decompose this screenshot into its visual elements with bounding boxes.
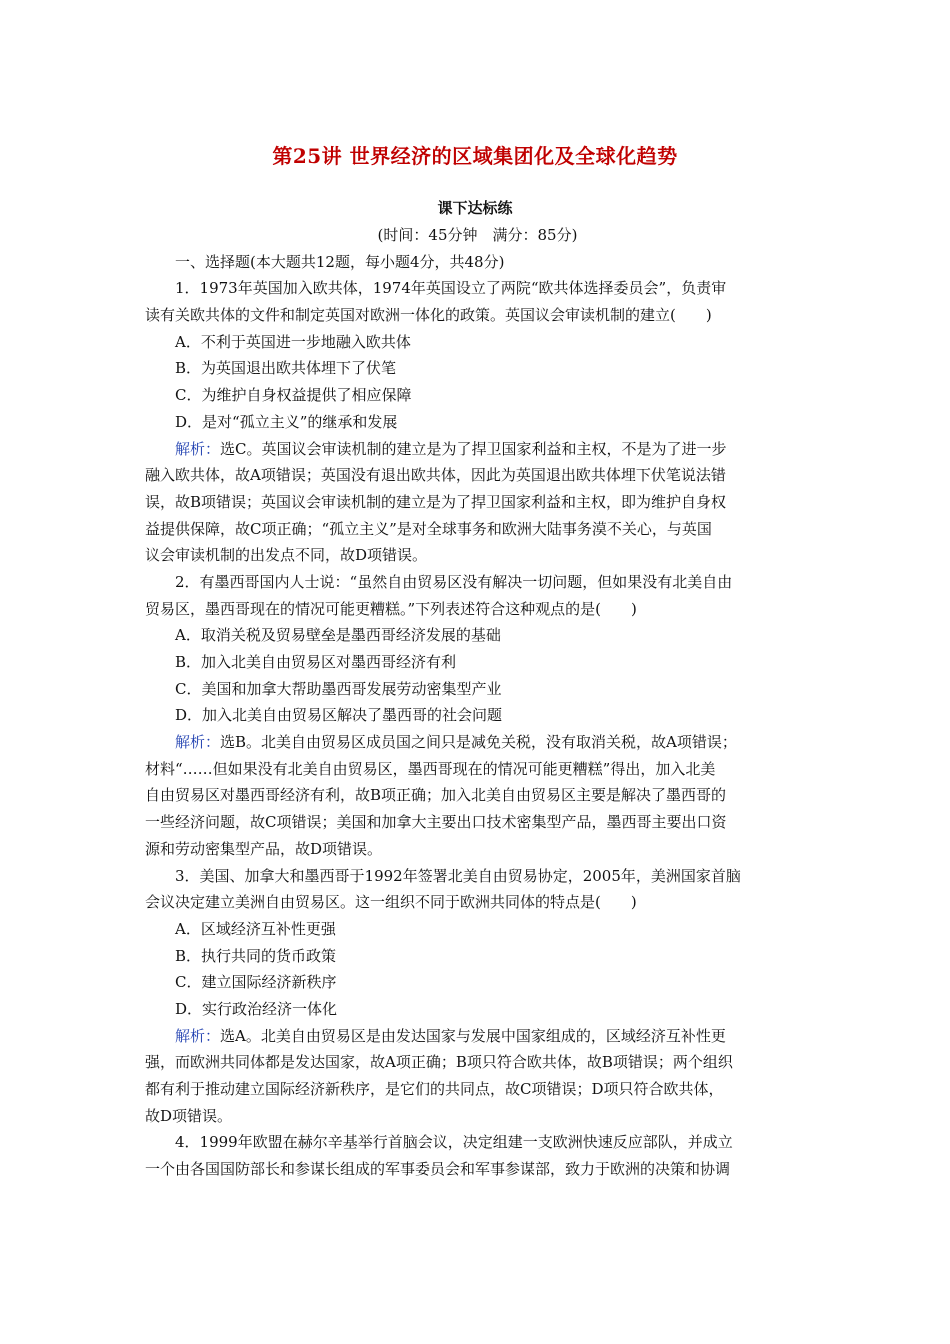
question-stem-line: 会议决定建立美洲自由贸易区。这一组织不同于欧洲共同体的特点是( ) [145,893,637,912]
question-2 [145,569,810,863]
option-c: C．建立国际经济新秩序 [175,973,337,992]
analysis-label: 解析： [175,439,221,458]
analysis-line: 议会审读机制的出发点不同，故D项错误。 [145,546,428,565]
analysis-line: 故D项错误。 [145,1106,233,1125]
question-stem-line: 3．美国、加拿大和墨西哥于1992年签署北美自由贸易协定，2005年，美洲国家首脑 [175,866,741,885]
option-b: B．加入北美自由贸易区对墨西哥经济有利 [175,653,457,671]
analysis-line: 材料“……但如果没有北美自由贸易区，墨西哥现在的情况可能更糟糕”得出，加入北美 [145,759,716,778]
document-body [145,222,810,1183]
option-a: A．区域经济互补性更强 [175,919,336,938]
section-heading: 一、选择题(本大题共12题，每小题4分，共48分) [175,252,505,271]
analysis-text: 选B。北美自由贸易区成员国之间只是减免关税，没有取消关税，故A项错误； [220,733,737,752]
option-d: D．是对“孤立主义”的继承和发展 [175,412,398,431]
analysis-first-line [145,436,810,463]
analysis-line: 融入欧共体，故A项错误；英国没有退出欧共体，因此为英国退出欧共体埋下伏笔说法错 [145,466,726,485]
question-stem-line: 一个由各国国防部长和参谋长组成的军事委员会和军事参谋部，致力于欧洲的决策和协调 [145,1160,731,1179]
option-c: C．美国和加拿大帮助墨西哥发展劳动密集型产业 [175,679,502,698]
question-stem-line: 4．1999年欧盟在赫尔辛基举行首脑会议，决定组建一支欧洲快速反应部队，并成立 [175,1133,733,1152]
analysis-line: 自由贸易区对墨西哥经济有利，故B项正确；加入北美自由贸易区主要是解决了墨西哥的 [145,786,727,805]
option-b: B．执行共同的货币政策 [175,946,337,965]
analysis-label: 解析： [175,1026,221,1045]
analysis-line: 一些经济问题，故C项错误；美国和加拿大主要出口技术密集型产品，墨西哥主要出口资 [145,813,727,832]
analysis-line: 都有利于推动建立国际经济新秩序，是它们的共同点，故C项错误；D项只符合欧共体， [145,1080,724,1098]
question-stem-line: 贸易区，墨西哥现在的情况可能更糟糕。”下列表述符合这种观点的是( ) [145,599,637,618]
question-3 [145,863,810,1130]
question-stem-line: 读有关欧共体的文件和制定英国对欧洲一体化的政策。英国议会审读机制的建立( ) [145,306,712,325]
option-b: B．为英国退出欧共体埋下了伏笔 [175,359,397,378]
question-stem-line: 1．1973年英国加入欧共体，1974年英国设立了两院“欧共体选择委员会”，负责审 [175,279,727,298]
option-c: C．为维护自身权益提供了相应保障 [175,386,412,405]
analysis-line: 误，故B项错误；英国议会审读机制的建立是为了捍卫国家利益和主权，即为维护自身权 [145,492,727,511]
analysis-first-line [145,1023,810,1050]
analysis-text: 选C。英国议会审读机制的建立是为了捍卫国家利益和主权，不是为了进一步 [220,439,727,458]
analysis-line: 源和劳动密集型产品，故D项错误。 [145,839,383,858]
question-stem-line: 2．有墨西哥国内人士说：“虽然自由贸易区没有解决一切问题，但如果没有北美自由 [175,572,733,591]
document-title: 第25讲 世界经济的区域集团化及全球化趋势 [272,144,678,168]
option-d: D．加入北美自由贸易区解决了墨西哥的社会问题 [175,706,503,725]
option-a: A．不利于英国进一步地融入欧共体 [175,332,411,351]
analysis-label: 解析： [175,733,221,752]
analysis-first-line [145,729,810,756]
option-a: A．取消关税及贸易壁垒是墨西哥经济发展的基础 [175,626,501,645]
document-subtitle: 课下达标练 [437,199,513,217]
analysis-line: 益提供保障，故C项正确；“孤立主义”是对全球事务和欧洲大陆事务漠不关心，与英国 [145,519,712,538]
analysis-line: 强，而欧洲共同体都是发达国家，故A项正确；B项只符合欧共体，故B项错误；两个组织 [145,1053,733,1072]
time-info: (时间：45分钟 满分：85分) [377,226,578,244]
question-1 [145,275,810,569]
analysis-text: 选A。北美自由贸易区是由发达国家与发展中国家组成的，区域经济互补性更 [220,1026,726,1045]
option-d: D．实行政治经济一体化 [175,999,338,1018]
question-4 [145,1129,810,1182]
